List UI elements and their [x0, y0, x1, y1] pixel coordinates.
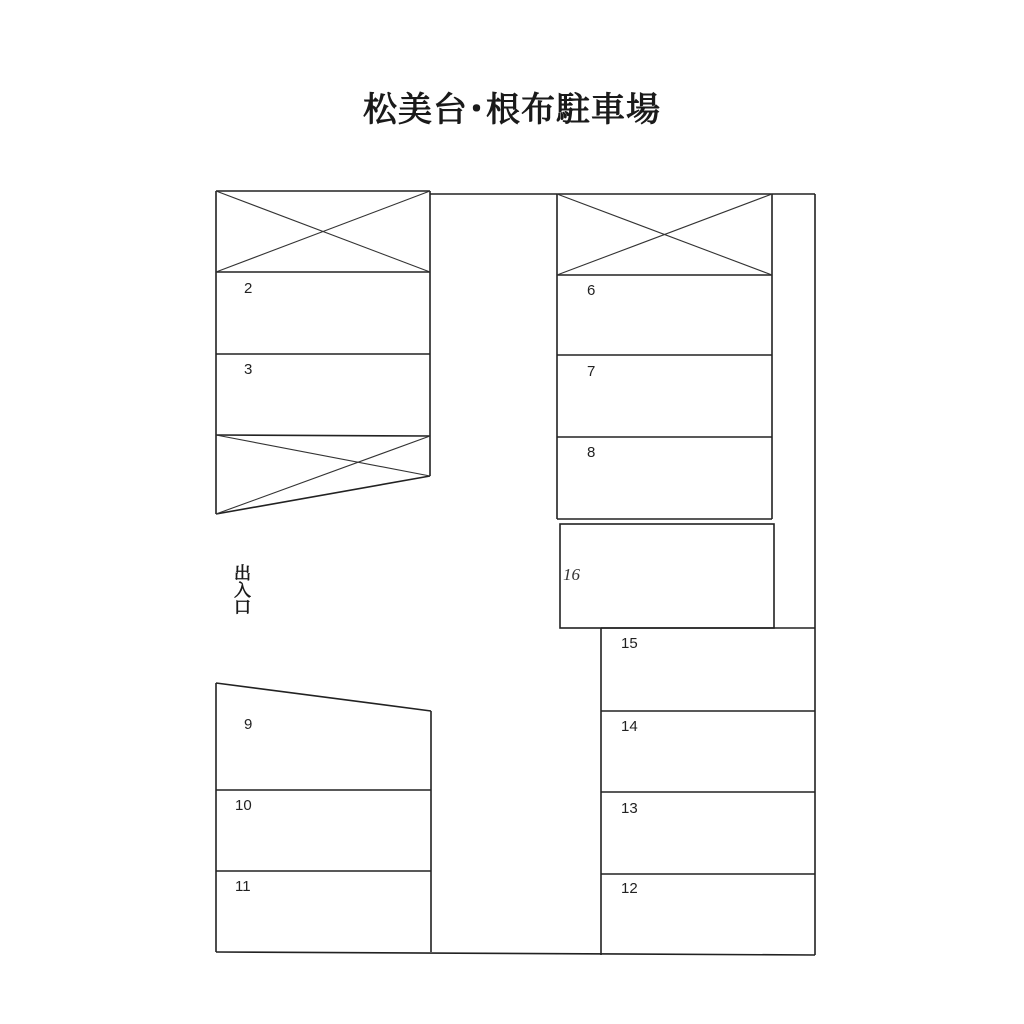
- cross-mark-4a: [216, 435, 430, 476]
- space-number: 11: [235, 878, 251, 895]
- bottom-boundary: [216, 952, 815, 955]
- divider: [216, 435, 430, 436]
- space-number: 13: [621, 800, 638, 817]
- space-number: 10: [235, 797, 252, 814]
- space-number: 14: [621, 718, 638, 735]
- space-number: 3: [244, 361, 253, 378]
- space-number: 16: [563, 565, 580, 584]
- cross-mark-4b: [216, 436, 430, 514]
- space-number: 6: [587, 282, 596, 299]
- space-number: 15: [621, 635, 638, 652]
- entrance-label: 出入口: [230, 564, 250, 615]
- space-number: 2: [244, 280, 253, 297]
- space-number: 12: [621, 880, 638, 897]
- divider-slanted: [216, 683, 431, 711]
- space-number: 7: [587, 363, 596, 380]
- page-title: 松美台･根布駐車場: [363, 90, 661, 130]
- space-number: 8: [587, 444, 596, 461]
- divider-slanted: [216, 476, 430, 514]
- space-number: 9: [244, 716, 253, 733]
- parking-space-16: [560, 524, 774, 628]
